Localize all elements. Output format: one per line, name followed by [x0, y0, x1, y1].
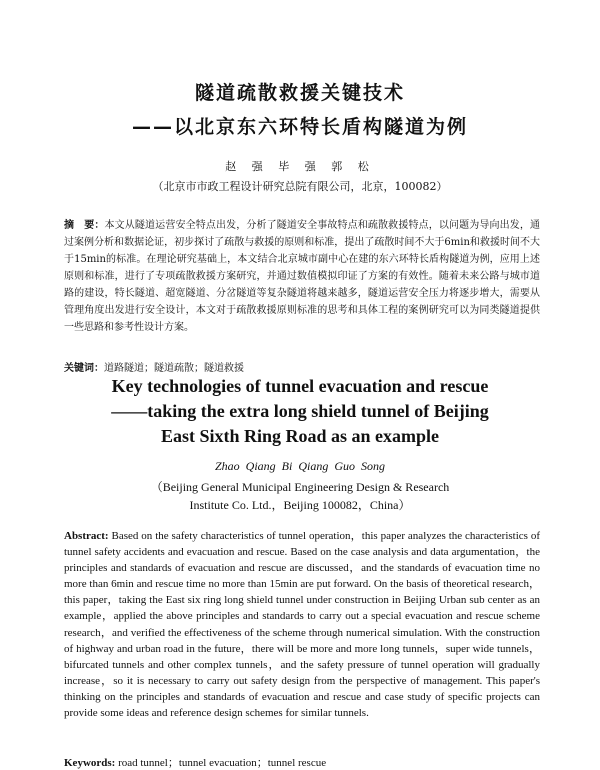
abstract-en	[64, 528, 540, 721]
keywords-en-text: road tunnel；tunnel evacuation；tunnel rescue	[118, 757, 327, 769]
authors-en: Zhao Qiang Bi Qiang Guo Song	[214, 459, 385, 473]
title-cn-subtitle: ——以北京东六环特长盾构隧道为例	[131, 116, 468, 138]
keywords-cn	[64, 359, 540, 374]
title-cn-main: 隧道疏散救援关键技术	[194, 82, 405, 104]
abstract-en-label: Abstract:	[64, 530, 109, 542]
abstract-cn	[64, 217, 540, 336]
title-en-line2: ——taking the extra long shield tunnel of Beijing	[111, 401, 489, 421]
keywords-cn-label: 关键词：	[64, 363, 104, 374]
keywords-en	[64, 754, 540, 770]
affiliation-en-line1: （Beijing General Municipal Engineering Design & Research	[150, 480, 450, 494]
keywords-cn-text: 道路隧道；隧道疏散；隧道救援	[104, 363, 244, 374]
keywords-en-label: Keywords:	[64, 757, 116, 769]
authors-cn: 赵 强 毕 强 郭 松	[225, 160, 375, 173]
affiliation-cn: （北京市市政工程设计研究总院有限公司，北京，100082）	[152, 180, 448, 193]
title-en-line1: Key technologies of tunnel evacuation and rescue	[111, 376, 489, 396]
abstract-en-text: Based on the safety characteristics of tunnel operation，this paper analyzes the characteristics of tunnel safety accidents and evacuation and rescue. Based on the case analysis and data argumentation，the principles and standards of evacuation and rescue are discussed，and the standards of evacuation time no more than 6min and rescue time no more than 15min are put forward. On the basis of theoretical research，this paper，taking the East six ring long shield tunnel under construction in Beijing Urban sub center as an example，applied the above principles and standards to carry out a special evacuation and rescue scheme research，and verified the effectiveness of the scheme through numerical simulation. With the construction of highway and urban road in the future，there will be more and more long tunnels，super wide tunnels，bifurcated tunnels and other complex tunnels，and the safety pressure of tunnel operation will gradually increase，so it is necessary to carry out safety design from the perspective of management. This paper's thinking on the principles and standards of evacuation and rescue and case study of specific projects can provide some ideas and reference design schemes for similar tunnels.	[64, 530, 540, 720]
abstract-cn-text: 本文从隧道运营安全特点出发，分析了隧道安全事故特点和疏散救援特点，以问题为导向出发，通过案例分析和数据论证，初步探讨了疏散与救援的原则和标准，提出了疏散时间不大于6min和救援时间不大于15min的标准。在理论研究基础上，本文结合北京城市副中心在建的东六环特长盾构隧道为例，应用上述原则和标准，进行了专项疏散救援方案研究，并通过数值模拟印证了方案的有效性。随着未来公路与城市道路的建设，特长隧道、超宽隧道、分岔隧道等复杂隧道将越来越多，隧道运营安全压力将逐步增大，需要从管理角度出发进行安全设计，本文对于疏散救援原则标准的思考和具体工程的案例研究可以为同类隧道提供一些思路和参考性设计方案。	[64, 220, 541, 333]
title-en-line3: East Sixth Ring Road as an example	[160, 426, 440, 446]
affiliation-en-line2: Institute Co. Ltd.，Beijing 100082，China）	[189, 498, 411, 512]
abstract-cn-label: 摘 要：	[64, 220, 105, 231]
